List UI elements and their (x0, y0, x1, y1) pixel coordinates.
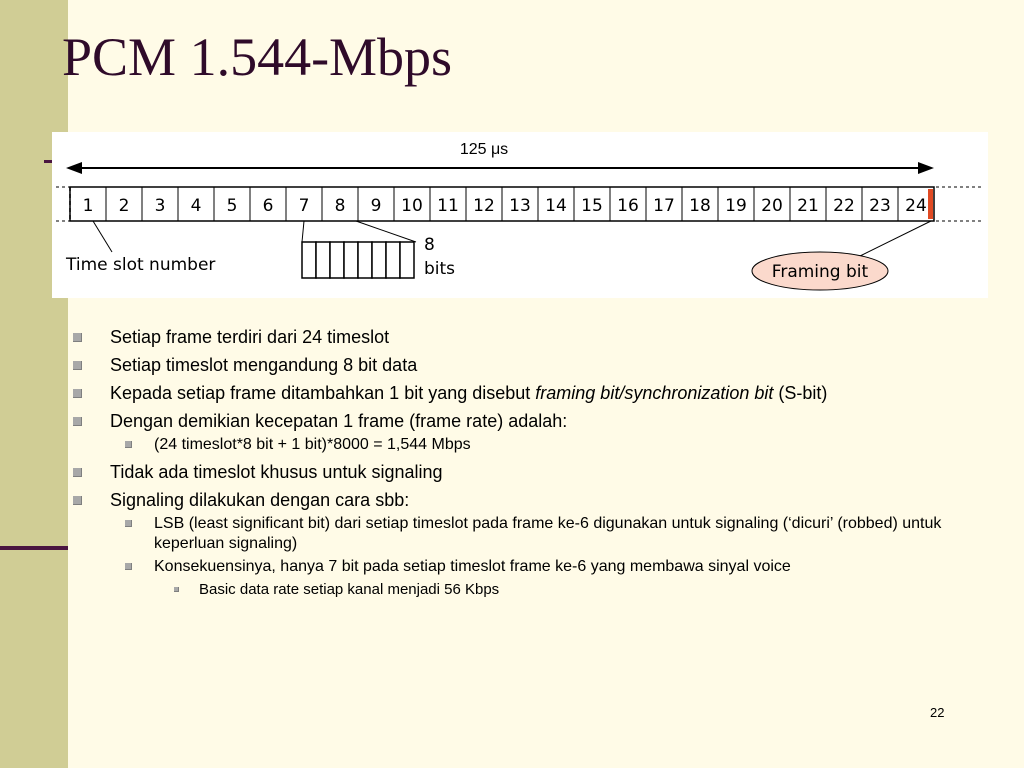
time-slots (83, 187, 927, 221)
time-slot-label: 16 (617, 196, 639, 216)
time-slot-label: 14 (545, 196, 567, 216)
bullet-item-level-1 (66, 382, 976, 404)
bullet-square-icon (73, 468, 82, 477)
bullet-list (66, 320, 976, 599)
bullet-item-level-3 (66, 580, 976, 599)
pcm-frame-diagram (52, 132, 988, 298)
bullet-item-level-1 (66, 326, 976, 348)
bullet-square-icon (125, 563, 132, 570)
bit-cell (400, 242, 414, 278)
left-divider-accent (0, 546, 68, 550)
bullet-square-icon (73, 333, 82, 342)
bullet-square-icon (125, 441, 132, 448)
time-slot-label: 13 (509, 196, 531, 216)
arrow-right-head-icon (918, 162, 934, 174)
bullet-text: Signaling dilakukan dengan cara sbb: (110, 490, 410, 510)
time-slot-label: 7 (298, 196, 310, 216)
bullet-item-level-1 (66, 461, 976, 483)
bits-expand-line-left (302, 221, 304, 242)
time-slot-label: 17 (653, 196, 675, 216)
bullet-text: Kepada setiap frame ditambahkan 1 bit yang disebut (110, 383, 536, 403)
bit-cell (386, 242, 400, 278)
bit-cells (302, 242, 414, 278)
time-slot-label: 23 (869, 196, 891, 216)
bullet-item-level-2 (66, 557, 976, 577)
bullet-square-icon (73, 361, 82, 370)
bits-count-label: 8 (424, 235, 435, 255)
bullet-square-icon (73, 417, 82, 426)
time-slot-label: 19 (725, 196, 747, 216)
slide-title: PCM 1.544-Mbps (62, 27, 453, 87)
time-slot-label: 3 (154, 196, 166, 216)
time-slot-label: 21 (797, 196, 819, 216)
bullet-text: LSB (least significant bit) dari setiap timeslot pada frame ke-6 digunakan untuk signaling (‘dicuri’ (robbed) untuk keperluan signaling) (154, 515, 942, 552)
time-slot-label: 4 (190, 196, 202, 216)
bullet-text-italic: framing bit/synchronization bit (535, 383, 774, 403)
bullet-item-level-1 (66, 489, 976, 511)
bullet-text: Dengan demikian kecepatan 1 frame (frame rate) adalah: (110, 411, 568, 431)
time-slot-label: 12 (473, 196, 495, 216)
bullet-square-icon (125, 520, 132, 527)
time-slot-label: 22 (833, 196, 855, 216)
framing-bit-label: Framing bit (771, 262, 869, 282)
time-slot-label: 8 (334, 196, 346, 216)
bit-cell (344, 242, 358, 278)
page-number: 22 (930, 705, 945, 720)
arrow-left-head-icon (66, 162, 82, 174)
time-slot-label: 6 (262, 196, 274, 216)
bullet-text: Konsekuensinya, hanya 7 bit pada setiap timeslot frame ke-6 yang membawa sinyal voice (154, 558, 791, 575)
left-decorative-bar (0, 0, 68, 768)
bullet-square-icon (73, 389, 82, 398)
framing-bit-marker (928, 189, 933, 219)
bit-cell (316, 242, 330, 278)
time-slot-label: 2 (118, 196, 130, 216)
time-slot-label: 11 (437, 196, 459, 216)
frame-diagram-svg (52, 132, 988, 298)
time-slot-label: 10 (401, 196, 423, 216)
bullet-square-icon (174, 587, 179, 592)
bit-cell (372, 242, 386, 278)
bullet-text: (S-bit) (773, 383, 828, 403)
time-slot-pointer-line (93, 221, 112, 252)
time-slot-label: 9 (370, 196, 382, 216)
bit-cell (358, 242, 372, 278)
bullet-text: Setiap timeslot mengandung 8 bit data (110, 355, 418, 375)
bullet-item-level-2 (66, 514, 976, 554)
time-slot-label: 15 (581, 196, 603, 216)
time-slot-label: 20 (761, 196, 783, 216)
time-slot-label: 18 (689, 196, 711, 216)
bits-expand-line-right (356, 221, 416, 242)
bits-unit-label: bits (424, 259, 456, 279)
time-slot-label: 1 (82, 196, 94, 216)
duration-label: 125 μs (459, 141, 509, 158)
time-slot-number-label: Time slot number (66, 255, 216, 275)
bullet-text: Tidak ada timeslot khusus untuk signaling (110, 462, 443, 482)
bullet-item-level-1 (66, 354, 976, 376)
bullet-text: (24 timeslot*8 bit + 1 bit)*8000 = 1,544 Mbps (154, 436, 471, 453)
bullet-square-icon (73, 496, 82, 505)
bullet-text: Basic data rate setiap kanal menjadi 56 Kbps (199, 581, 500, 598)
bullet-item-level-2 (66, 435, 976, 455)
bit-cell (330, 242, 344, 278)
bullet-item-level-1 (66, 410, 976, 432)
time-slot-label: 24 (905, 196, 927, 216)
framing-bit-pointer-line (860, 221, 931, 256)
time-slot-label: 5 (226, 196, 238, 216)
bullet-text: Setiap frame terdiri dari 24 timeslot (110, 327, 390, 347)
bit-cell (302, 242, 316, 278)
